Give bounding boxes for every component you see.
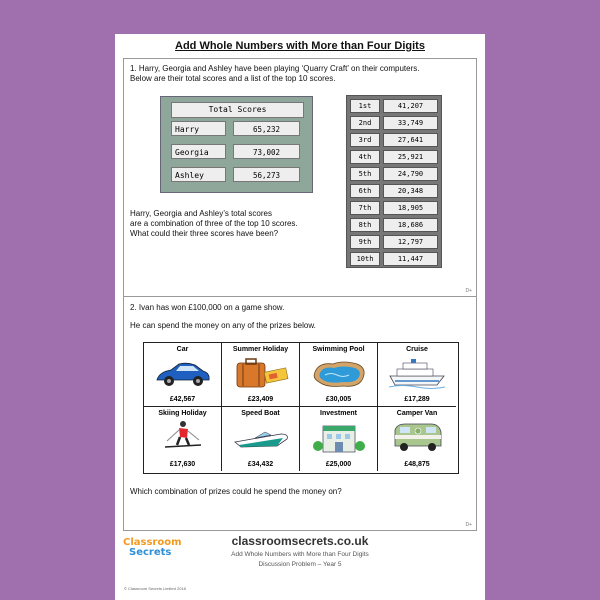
rank-score: 33,749	[383, 116, 438, 130]
rank-label: 6th	[350, 184, 380, 198]
rank-score: 41,207	[383, 99, 438, 113]
prize-name: Skiing Holiday	[158, 410, 207, 417]
footer-subtitle-2: Discussion Problem – Year 5	[258, 561, 342, 568]
prize-card-car	[144, 343, 222, 407]
player-score: 56,273	[233, 167, 300, 182]
prize-name: Summer Holiday	[232, 346, 289, 353]
rank-label: 7th	[350, 201, 380, 215]
prize-price: £48,875	[404, 461, 430, 468]
top-score-row	[350, 150, 438, 165]
total-scores-title: Total Scores	[171, 102, 304, 118]
rank-label: 9th	[350, 235, 380, 249]
car-icon	[153, 356, 213, 390]
question-1-box	[123, 58, 477, 297]
top-score-row	[350, 133, 438, 148]
player-score: 73,002	[233, 144, 300, 159]
player-row	[171, 144, 302, 161]
skier-icon	[153, 420, 213, 454]
top-score-row	[350, 116, 438, 131]
top-score-row	[350, 184, 438, 199]
prize-name: Speed Boat	[241, 410, 280, 417]
q2-line-1: 2. Ivan has won £100,000 on a game show.	[130, 303, 285, 312]
prize-card-swimming-pool	[300, 343, 378, 407]
rank-score: 12,797	[383, 235, 438, 249]
difficulty-mark: D+	[465, 288, 472, 294]
footer-subtitle: Add Whole Numbers with More than Four Digits	[231, 551, 369, 558]
prize-card-camper-van	[378, 407, 456, 471]
speedboat-icon	[231, 420, 291, 454]
copyright: © Classroom Secrets Limited 2018	[124, 586, 186, 591]
q1-question-line-3: What could their three scores have been?	[130, 229, 279, 238]
prize-name: Camper Van	[396, 410, 438, 417]
rank-label: 3rd	[350, 133, 380, 147]
suitcase-icon	[231, 356, 291, 390]
rank-label: 8th	[350, 218, 380, 232]
q2-question: Which combination of prizes could he spend the money on?	[130, 487, 342, 496]
prize-price: £42,567	[169, 396, 196, 403]
difficulty-mark: D+	[465, 522, 472, 528]
player-row	[171, 121, 302, 138]
prize-price: £30,005	[325, 396, 352, 403]
bank-icon	[309, 420, 369, 454]
prize-card-speed-boat	[222, 407, 300, 471]
prize-name: Car	[176, 346, 189, 353]
rank-score: 25,921	[383, 150, 438, 164]
site-url: classroomsecrets.co.uk	[231, 534, 369, 548]
player-name: Ashley	[171, 167, 226, 182]
player-name: Georgia	[171, 144, 226, 159]
top-score-row	[350, 201, 438, 216]
question-2-box	[123, 296, 477, 531]
top-score-row	[350, 218, 438, 233]
q2-line-2: He can spend the money on any of the prizes below.	[130, 321, 316, 330]
prize-price: £25,000	[325, 461, 352, 468]
prize-card-summer-holiday	[222, 343, 300, 407]
top-10-scores-table	[346, 95, 442, 268]
prize-price: £34,432	[247, 461, 274, 468]
rank-score: 18,905	[383, 201, 438, 215]
q1-intro-line-1: 1. Harry, Georgia and Ashley have been playing ‘Quarry Craft’ on their computers.	[130, 64, 420, 73]
prize-card-investment	[300, 407, 378, 471]
page-title: Add Whole Numbers with More than Four Digits	[175, 40, 425, 52]
camper-van-icon	[387, 420, 447, 454]
prize-price: £17,630	[169, 461, 196, 468]
top-score-row	[350, 252, 438, 267]
logo-text-line-1: Classroom	[123, 537, 182, 548]
prize-price: £23,409	[247, 396, 274, 403]
prize-card-cruise	[378, 343, 456, 407]
rank-score: 20,348	[383, 184, 438, 198]
prize-card-skiing-holiday	[144, 407, 222, 471]
rank-label: 5th	[350, 167, 380, 181]
rank-score: 24,790	[383, 167, 438, 181]
top-score-row	[350, 99, 438, 114]
prize-name: Investment	[320, 410, 357, 417]
q1-intro-line-2: Below are their total scores and a list of the top 10 scores.	[130, 74, 336, 83]
top-score-row	[350, 167, 438, 182]
q1-question-line-1: Harry, Georgia and Ashley’s total scores	[130, 209, 272, 218]
worksheet-page	[115, 34, 485, 600]
q1-question-line-2: are a combination of three of the top 10 scores.	[130, 219, 298, 228]
total-scores-panel	[160, 96, 313, 193]
logo-text-line-2: Secrets	[129, 547, 172, 558]
rank-score: 27,641	[383, 133, 438, 147]
rank-label: 10th	[350, 252, 380, 266]
prize-name: Cruise	[406, 346, 428, 353]
player-score: 65,232	[233, 121, 300, 136]
rank-score: 18,686	[383, 218, 438, 232]
rank-score: 11,447	[383, 252, 438, 266]
rank-label: 1st	[350, 99, 380, 113]
player-row	[171, 167, 302, 184]
rank-label: 2nd	[350, 116, 380, 130]
rank-label: 4th	[350, 150, 380, 164]
cruise-ship-icon	[387, 356, 447, 390]
player-name: Harry	[171, 121, 226, 136]
pool-icon	[309, 356, 369, 390]
prizes-grid	[143, 342, 459, 474]
top-score-row	[350, 235, 438, 250]
prize-price: £17,289	[404, 396, 430, 403]
prize-name: Swimming Pool	[312, 346, 365, 353]
